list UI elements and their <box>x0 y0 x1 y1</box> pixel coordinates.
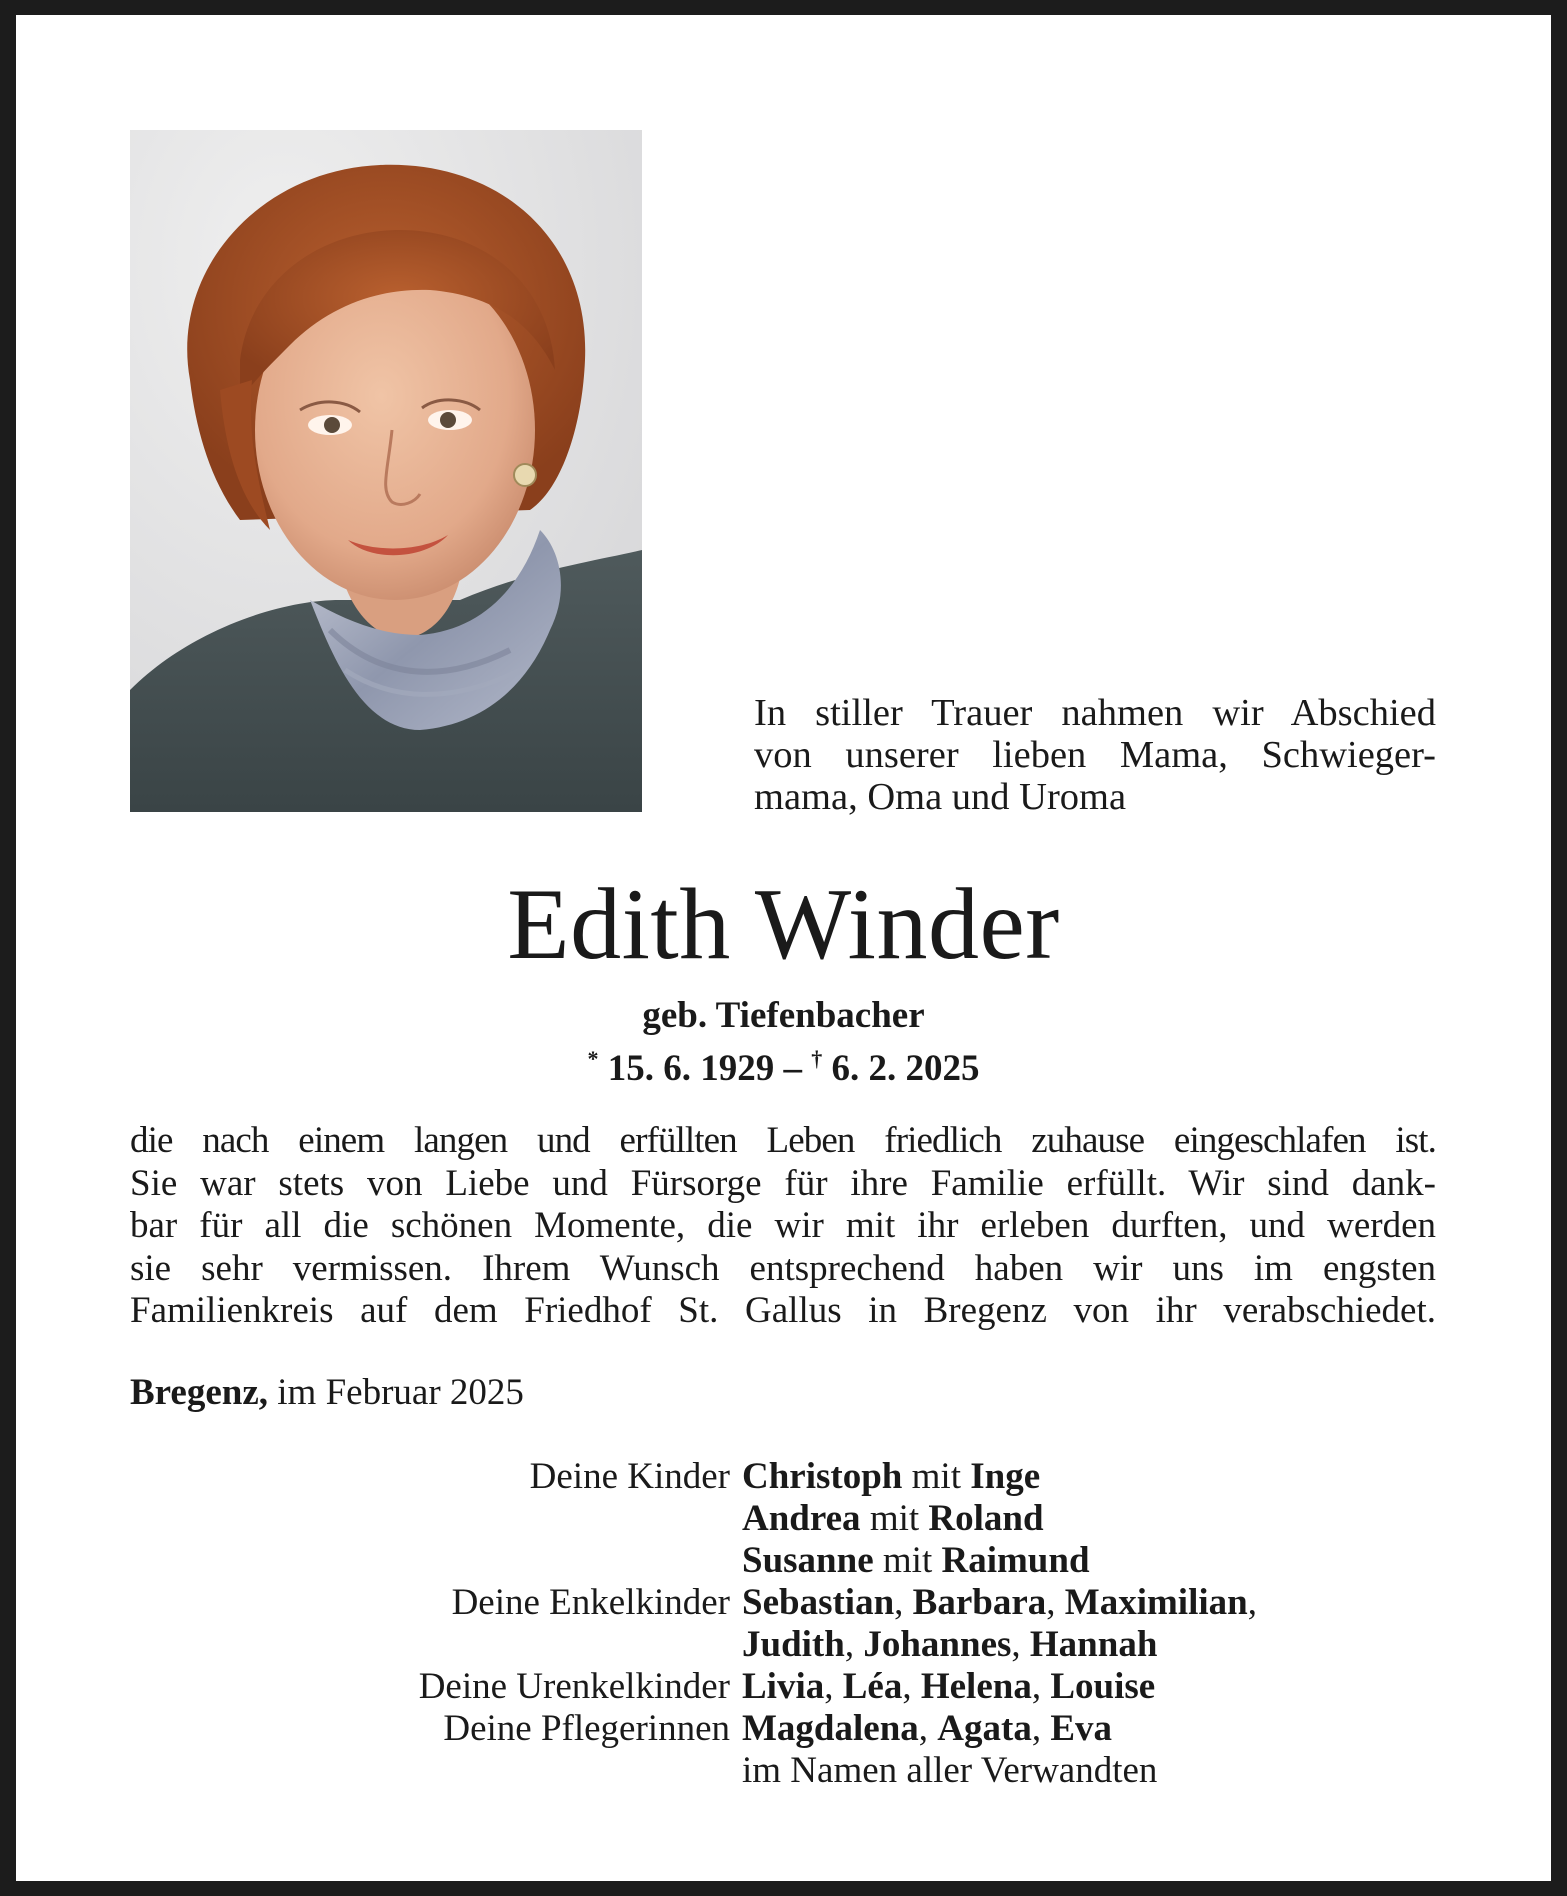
birth-name: geb. Tiefenbacher <box>642 995 925 1036</box>
intro-text <box>754 692 1436 818</box>
comma: , <box>918 1708 929 1749</box>
body-line: sie sehr vermissen. Ihrem Wunsch entsprechend haben wir uns im engsten <box>130 1247 1436 1289</box>
family-row-urenkel <box>130 1666 1436 1708</box>
great-grandchild-name: Livia <box>742 1666 825 1707</box>
kinder-entry <box>742 1540 1090 1582</box>
birth-date: 15. 6. 1929 <box>607 1048 775 1089</box>
body-line: bar für all die schönen Momente, die wir mit ihr erleben durften, und werden <box>130 1205 1436 1246</box>
comma: , <box>1031 1666 1042 1707</box>
pflege-entry <box>742 1708 1112 1750</box>
closing-text: im Namen aller Verwandten <box>742 1750 1158 1791</box>
partner-name: Raimund <box>941 1540 1090 1581</box>
comma: , <box>1247 1582 1257 1623</box>
intro-line: In stiller Trauer nahmen wir Abschied <box>754 692 1436 734</box>
joiner: mit <box>869 1498 920 1539</box>
comma: , <box>1011 1624 1021 1665</box>
comma: , <box>902 1666 912 1707</box>
intro-line: mama, Oma und Uroma <box>754 776 1127 818</box>
comma: , <box>844 1624 855 1665</box>
caregiver-name: Magdalena <box>742 1708 919 1749</box>
date-separator: – <box>783 1048 802 1089</box>
kinder-entry <box>742 1456 1040 1498</box>
body-line: die nach einem langen und erfüllten Leben friedlich zuhause eingeschlafen ist. <box>130 1120 1436 1161</box>
joiner: mit <box>882 1540 933 1581</box>
grandchild-name: Johannes <box>863 1624 1012 1665</box>
grandchild-name: Judith <box>742 1624 845 1665</box>
partner-name: Roland <box>928 1498 1044 1539</box>
urenkel-label: Deine Urenkelkinder <box>418 1666 730 1707</box>
grandchild-name: Maximilian <box>1064 1582 1248 1623</box>
joiner: mit <box>911 1456 961 1497</box>
grandchild-name: Hannah <box>1029 1624 1158 1665</box>
great-grandchild-name: Léa <box>842 1666 903 1707</box>
life-dates <box>0 1038 1567 1090</box>
enkel-label: Deine Enkelkinder <box>451 1582 730 1623</box>
place-city: Bregenz, <box>130 1372 269 1413</box>
birth-symbol: * <box>587 1046 599 1071</box>
intro-line: von unserer lieben Mama, Schwieger- <box>754 734 1436 776</box>
family-row-kinder <box>130 1498 1436 1540</box>
body-line: Sie war stets von Liebe und Fürsorge für ihre Familie erfüllt. Wir sind dank- <box>130 1162 1436 1204</box>
comma: , <box>1046 1582 1056 1623</box>
caregiver-name: Eva <box>1050 1708 1113 1749</box>
child-name: Andrea <box>742 1498 861 1539</box>
portrait-photo <box>130 130 642 812</box>
death-date: 6. 2. 2025 <box>831 1048 980 1089</box>
urenkel-entry <box>742 1666 1155 1708</box>
place-date <box>130 1372 524 1414</box>
great-grandchild-name: Helena <box>920 1666 1032 1707</box>
obituary-body <box>130 1120 1436 1333</box>
caregiver-name: Agata <box>937 1708 1032 1749</box>
child-name: Christoph <box>742 1456 903 1497</box>
family-row-kinder <box>130 1540 1436 1582</box>
family-row-pflege <box>130 1708 1436 1750</box>
comma: , <box>824 1666 834 1707</box>
kinder-entry <box>742 1498 1044 1540</box>
pflege-label: Deine Pflegerinnen <box>443 1708 730 1749</box>
family-list <box>130 1456 1436 1792</box>
comma: , <box>1031 1708 1042 1749</box>
grandchild-name: Barbara <box>912 1582 1047 1623</box>
deceased-name: Edith Winder <box>507 868 1060 981</box>
comma: , <box>894 1582 904 1623</box>
child-name: Susanne <box>742 1540 874 1581</box>
enkel-entry <box>742 1624 1157 1666</box>
kinder-label: Deine Kinder <box>529 1456 730 1497</box>
body-line: Familienkreis auf dem Friedhof St. Gallus in Bregenz von ihr verabschiedet. <box>130 1290 1436 1331</box>
family-row-kinder <box>130 1456 1436 1498</box>
great-grandchild-name: Louise <box>1050 1666 1156 1707</box>
enkel-entry <box>742 1582 1257 1624</box>
partner-name: Inge <box>970 1456 1041 1497</box>
grandchild-name: Sebastian <box>742 1582 895 1623</box>
family-row-enkel <box>130 1624 1436 1666</box>
death-symbol: † <box>811 1046 823 1071</box>
place-month: im Februar 2025 <box>277 1372 524 1413</box>
family-row-closing <box>130 1750 1436 1792</box>
family-row-enkel <box>130 1582 1436 1624</box>
